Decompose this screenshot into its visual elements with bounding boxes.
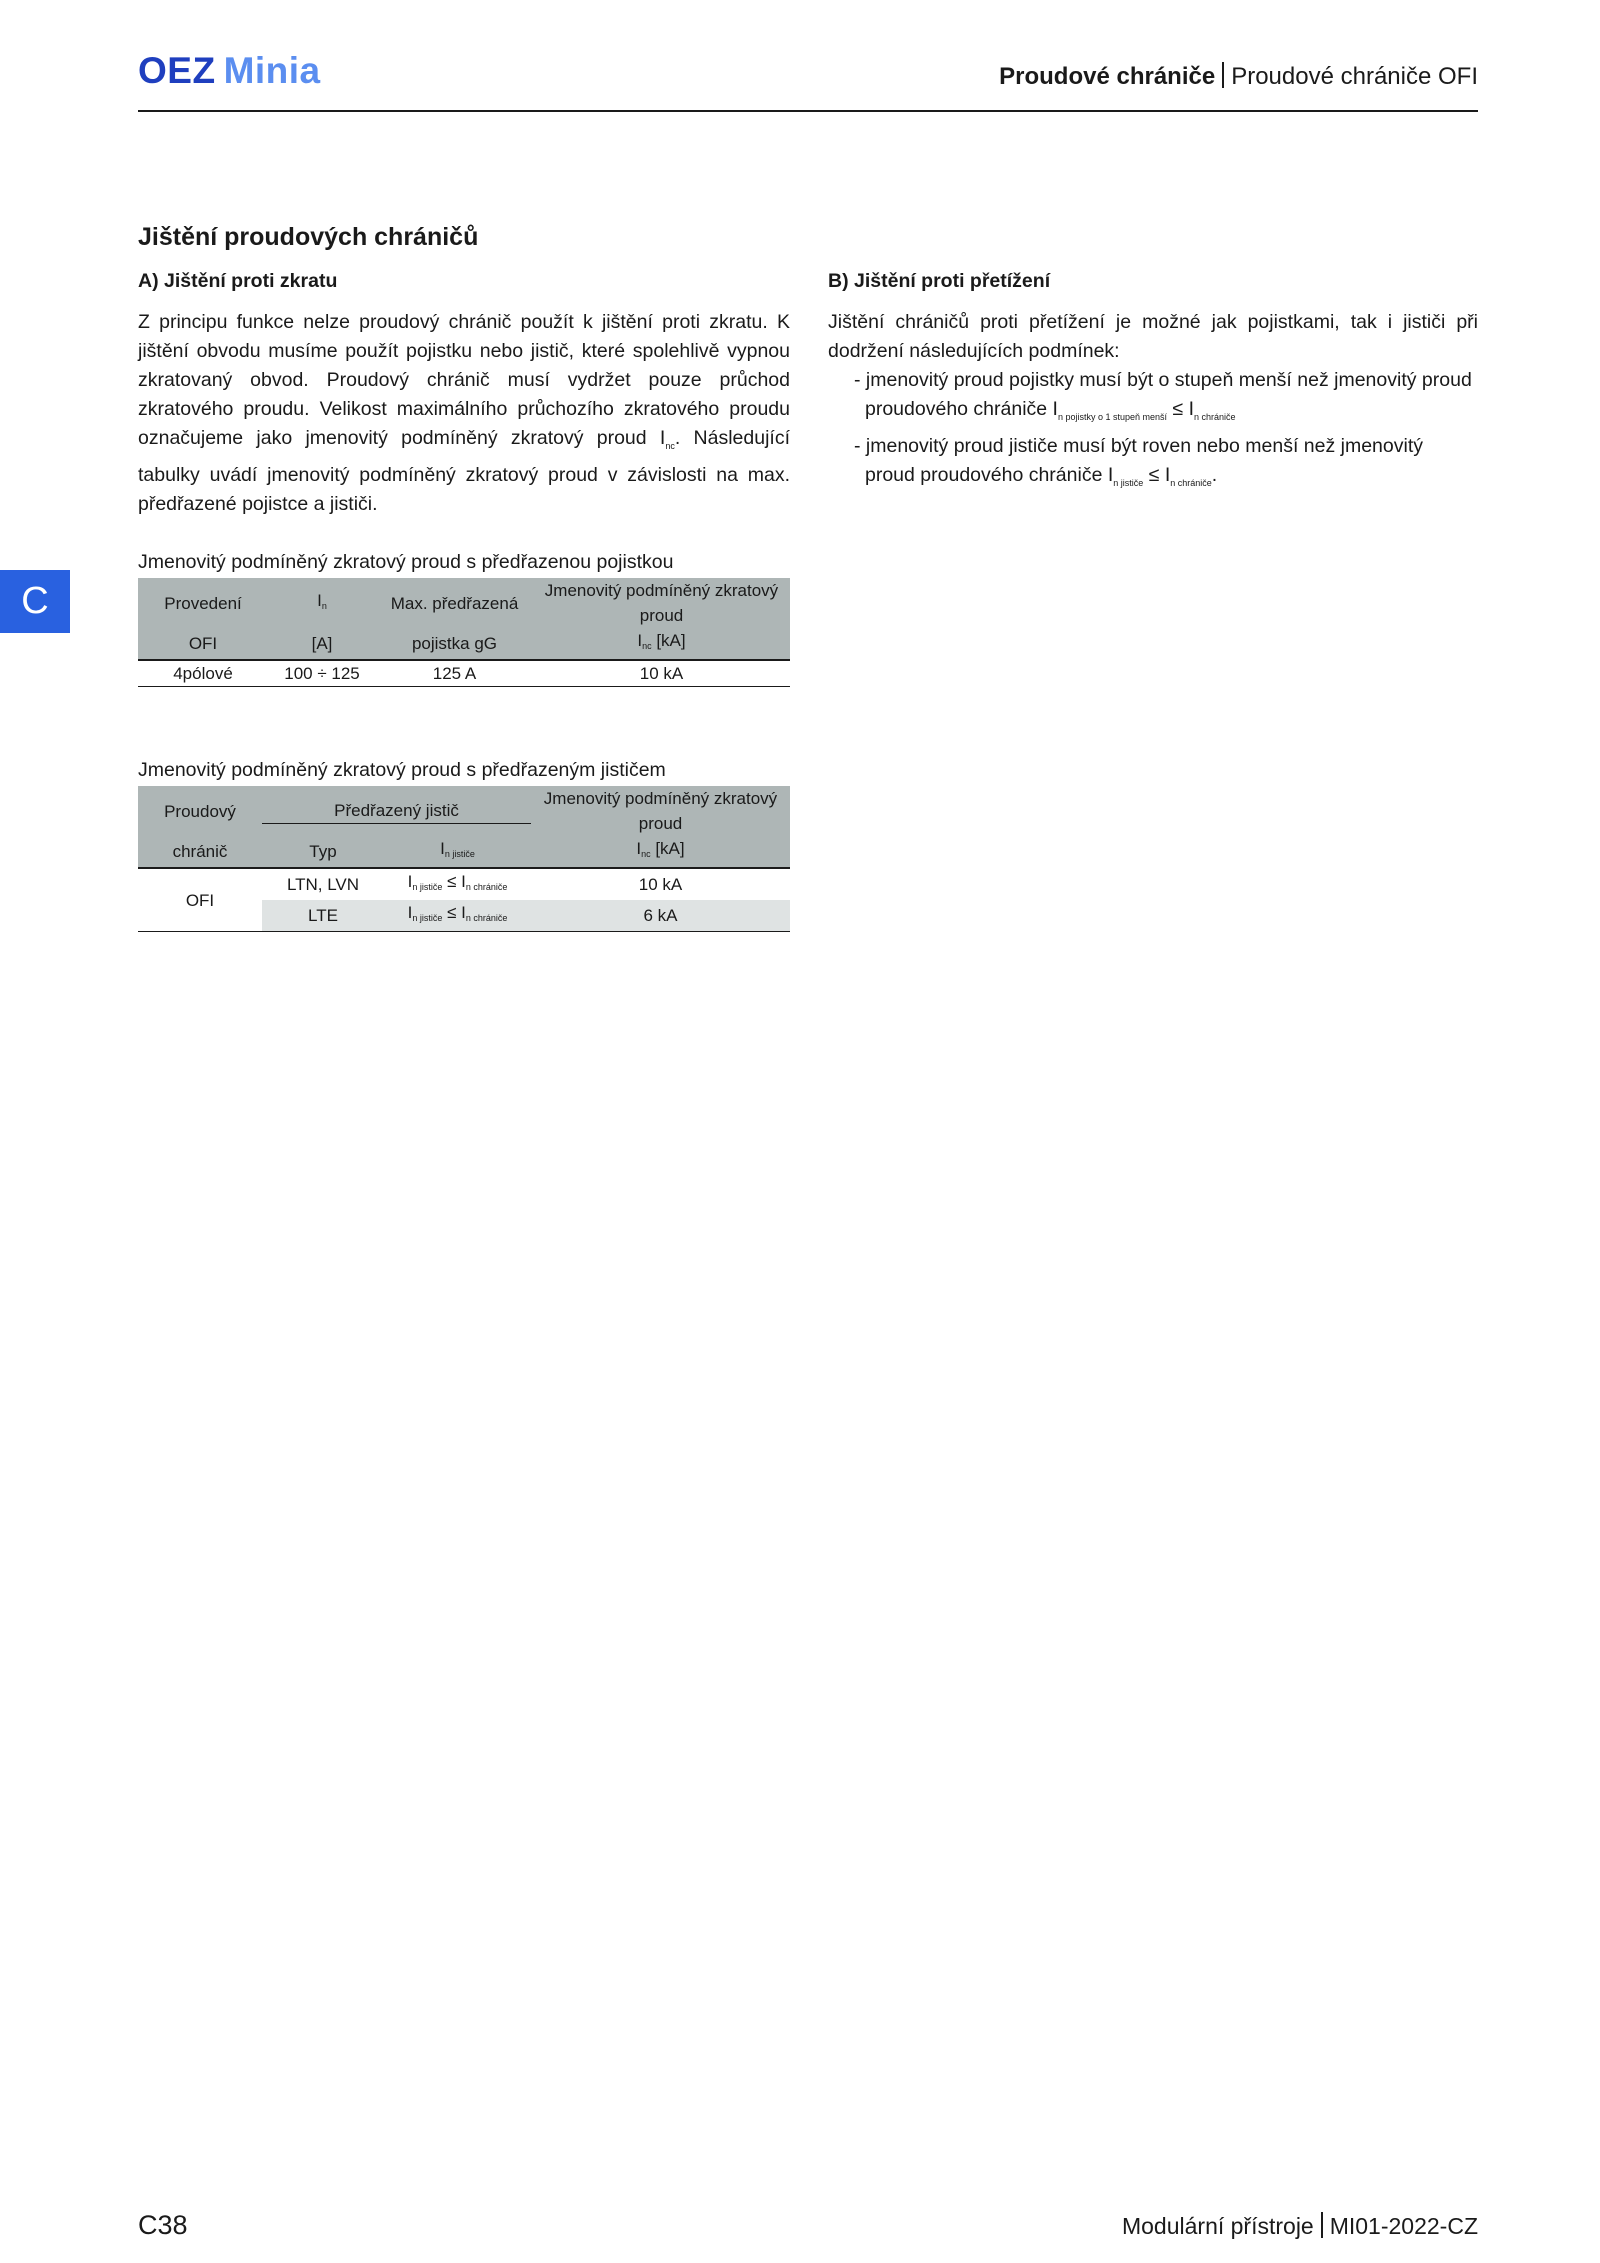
table-header-cell: [A] [268, 628, 376, 660]
cond-subscript: n jističe [412, 913, 443, 923]
subsection-title: Proudové chrániče OFI [1231, 63, 1478, 90]
condition-breaker [828, 432, 1478, 498]
cond-relation: ≤ I [442, 872, 466, 891]
section-a-text [138, 308, 790, 519]
header-symbol: I [440, 839, 445, 858]
table-header-cell: Jmenovitý podmíněný zkratový proud [531, 786, 790, 836]
section-a-title: A) Jištění proti zkratu [138, 270, 338, 292]
logo-brand: OEZ [138, 50, 216, 91]
brand-logo [138, 50, 321, 92]
header-symbol: I [636, 839, 642, 858]
condition-fuse-text: - jmenovitý proud pojistky musí být o stupeň menší než jmenovitý proud proudového chrániče I [854, 369, 1472, 420]
table-cell: 10 kA [638, 875, 683, 894]
cond-relation: ≤ I [442, 903, 466, 922]
cond-symbol: I [407, 872, 413, 891]
table1-caption: Jmenovitý podmíněný zkratový proud s předřazenou pojistkou [138, 551, 674, 573]
header-subscript: n [321, 600, 327, 611]
condition-fuse-le: ≤ I [1167, 398, 1194, 420]
section-b-title: B) Jištění proti přetížení [828, 270, 1051, 292]
table-cell: 6 kA [531, 900, 790, 932]
breaker-table-grid [138, 786, 790, 932]
table-header-cell: Proudový [138, 786, 262, 836]
fuse-table-grid [138, 578, 790, 687]
logo-series: Minia [223, 50, 321, 91]
table-cell: 100 ÷ 125 [268, 660, 376, 687]
condition-breaker-le: ≤ I [1143, 463, 1171, 486]
table-header-cell [268, 578, 376, 628]
table-header-row [138, 836, 790, 868]
table-header-group [262, 786, 531, 836]
table-header-cell: chránič [138, 836, 262, 868]
table-header-cell: Max. předřazená [376, 578, 533, 628]
section-a-text-part2: . Následující tabulky uvádí jmenovitý podmíněný zkratový proud v závislosti na max. předřazené pojistce a jističi. [138, 427, 790, 515]
table-header-cell: OFI [138, 628, 268, 660]
condition-list [828, 366, 1478, 498]
table-row [138, 660, 790, 687]
fuse-table [138, 578, 790, 687]
section-breadcrumb [999, 62, 1478, 91]
chapter-tab: C [0, 570, 70, 633]
condition-breaker-sub1: n jističe [1113, 477, 1144, 488]
table-header-cell: Typ [262, 836, 384, 868]
table-cell: 10 kA [533, 660, 790, 687]
catalog-name: Modulární přístroje [1121, 2213, 1314, 2239]
table-header-row [138, 578, 790, 628]
footer-separator [1321, 2212, 1323, 2238]
table-header-cell [533, 628, 790, 660]
condition-breaker-text: - jmenovitý proud jističe musí být roven nebo menší než jmenovitý proud proudového chrániče I [854, 434, 1423, 486]
header-symbol: I [637, 631, 643, 650]
table-row [138, 868, 790, 900]
cond-subscript: n chrániče [465, 882, 508, 892]
condition-fuse-sub2: n chrániče [1194, 411, 1236, 422]
page-number: C38 [138, 2210, 188, 2240]
cond-subscript: n chrániče [465, 913, 508, 923]
header-subscript: n jističe [444, 849, 475, 859]
page-heading: Jištění proudových chráničů [138, 223, 479, 251]
table-cell: LTN, LVN [286, 875, 360, 894]
table-header-cell: Provedení [138, 578, 268, 628]
table-header-cell [384, 836, 531, 868]
breaker-table [138, 786, 790, 932]
section-title: Proudové chrániče [999, 63, 1216, 90]
table-header-row [138, 628, 790, 660]
section-a-text-part1: Z principu funkce nelze proudový chránič použít k jištění proti zkratu. K jištění obvodu musíme použít pojistku nebo jistič, které spolehlivě vypnou zkratovaný obvod. Proudový chránič musí vydržet pouze průchod zkratového proudu. Velikost maximálního průchozího zkratového proudu označujeme jako jmenovitý podmíněný zkratový proud I [138, 311, 790, 449]
table-cell: 4pólové [138, 660, 268, 687]
header-unit: [kA] [650, 839, 685, 858]
header-divider [138, 110, 1478, 112]
table-cell: LTE [262, 900, 384, 932]
breaker-group-label: Předřazený jistič [262, 798, 531, 824]
condition-breaker-sub2: n chrániče [1170, 477, 1212, 488]
header-unit: [kA] [651, 631, 686, 650]
inc-subscript: nc [665, 440, 675, 451]
cond-subscript: n jističe [412, 882, 443, 892]
breadcrumb-separator [1222, 62, 1224, 88]
condition-fuse-sub1: n pojistky o 1 stupeň menší [1057, 411, 1168, 422]
condition-fuse [828, 366, 1478, 432]
header-subscript: nc [641, 849, 651, 859]
table-header-row [138, 786, 790, 836]
table-cell: 125 A [376, 660, 533, 687]
document-reference [1122, 2212, 1478, 2240]
cond-symbol: I [407, 903, 413, 922]
section-b-intro: Jištění chráničů proti přetížení je možné jak pojistkami, tak i jističi při dodržení následujících podmínek: [828, 311, 1478, 362]
catalog-code: MI01-2022-CZ [1329, 2213, 1478, 2239]
header-subscript: nc [642, 641, 652, 651]
condition-breaker-end: . [1211, 463, 1218, 486]
table2-caption: Jmenovitý podmíněný zkratový proud s předřazeným jističem [138, 759, 666, 781]
table-cell [384, 868, 531, 900]
table-cell-device: OFI [138, 868, 262, 932]
header-symbol: I [317, 590, 322, 610]
table-header-cell [531, 836, 790, 868]
table-cell [384, 900, 531, 932]
table-header-cell: Jmenovitý podmíněný zkratový proud [533, 578, 790, 628]
table-header-cell: pojistka gG [376, 628, 533, 660]
